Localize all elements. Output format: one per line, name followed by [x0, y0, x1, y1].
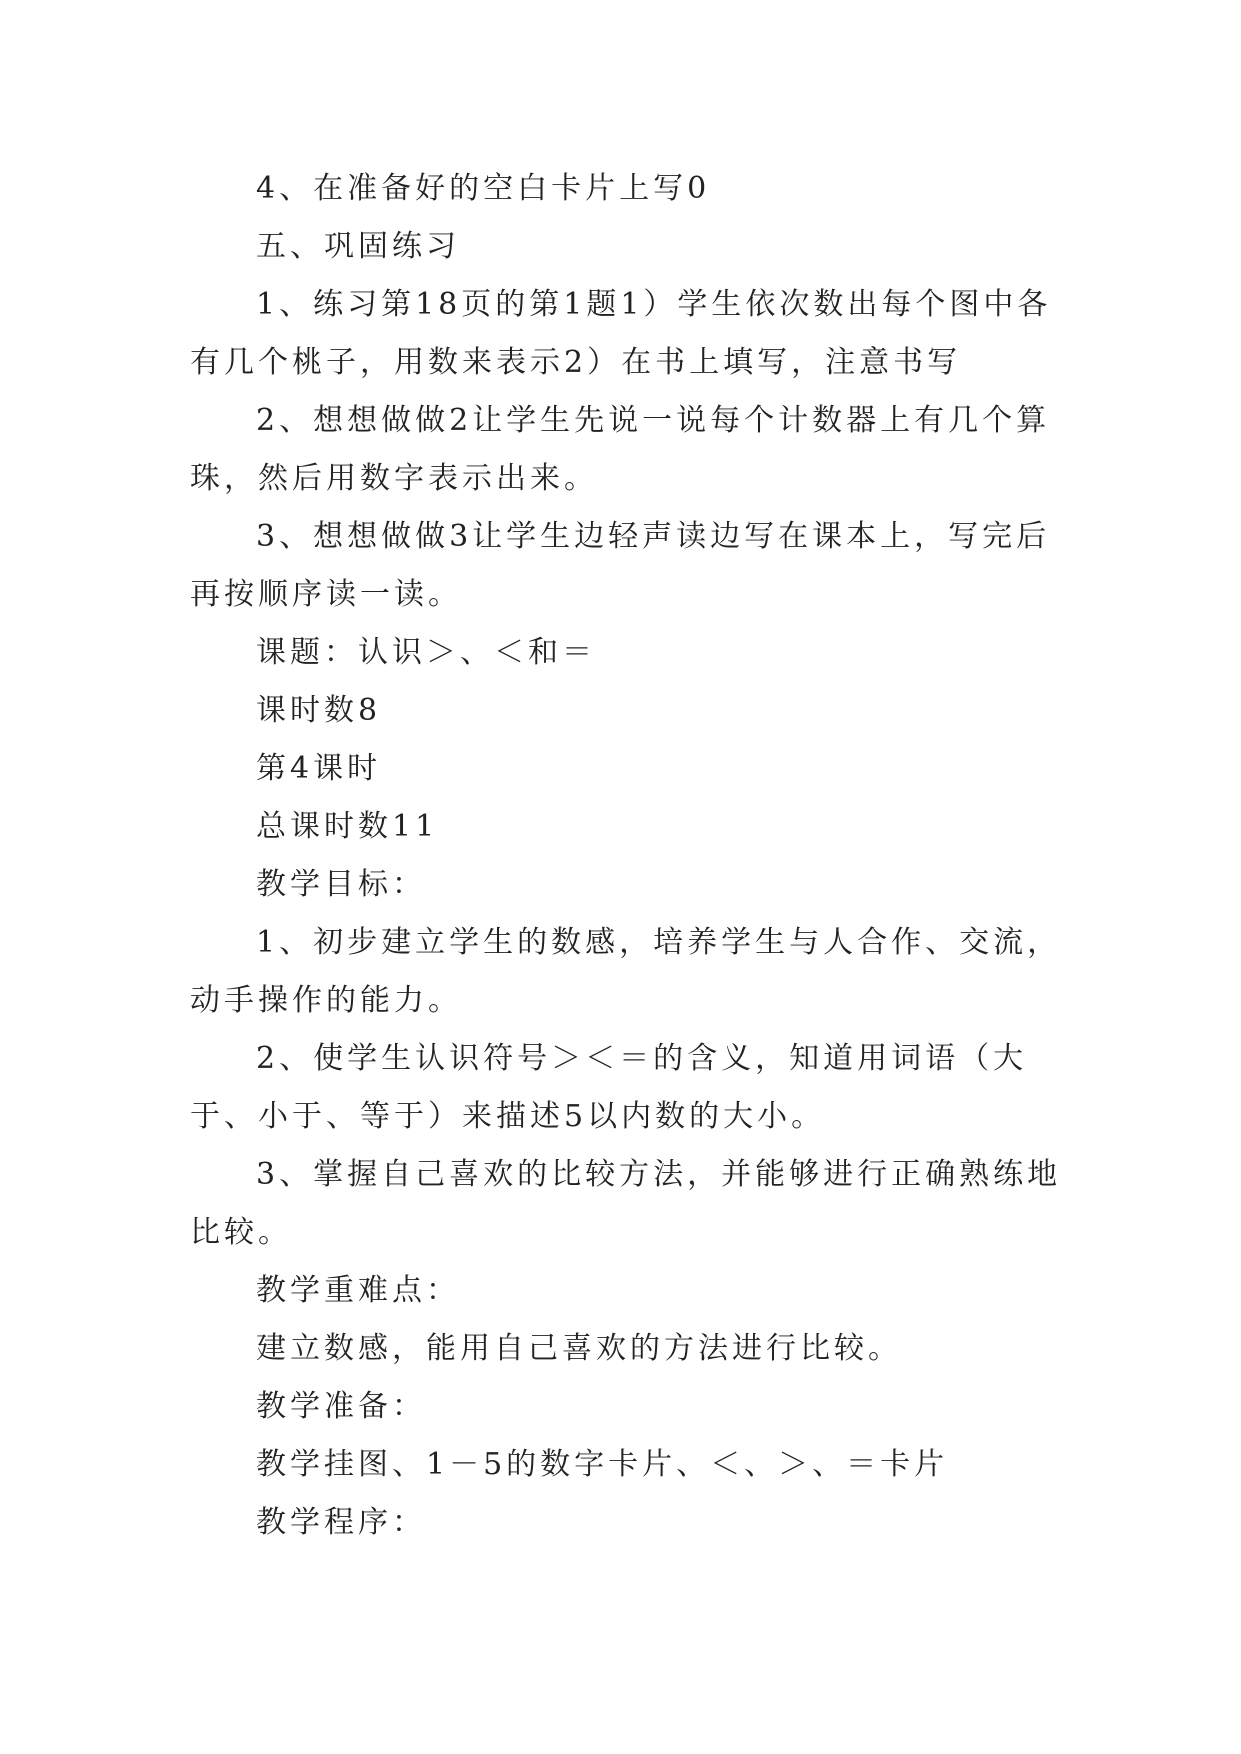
- paragraph: 4、在准备好的空白卡片上写0: [256, 171, 711, 206]
- section-heading: 教学目标：: [256, 867, 426, 902]
- paragraph: 2、想想做做2让学生先说一说每个计数器上有几个算珠，然后用数字表示出来。: [190, 403, 1051, 496]
- paragraph: 2、使学生认识符号＞＜＝的含义，知道用词语（大于、小于、等于）来描述5以内数的大小。: [190, 1041, 1028, 1134]
- paragraph: 建立数感，能用自己喜欢的方法进行比较。: [256, 1331, 902, 1366]
- lesson-period: 第4课时: [256, 751, 382, 786]
- paragraph: 1、练习第18页的第1题1）学生依次数出每个图中各有几个桃子，用数来表示2）在书上填写，注意书写: [190, 287, 1052, 380]
- paragraph: 3、想想做做3让学生边轻声读边写在课本上，写完后再按顺序读一读。: [190, 519, 1051, 612]
- paragraph: 1、初步建立学生的数感，培养学生与人合作、交流，动手操作的能力。: [190, 925, 1062, 1018]
- paragraph: 教学挂图、1－5的数字卡片、＜、＞、＝卡片: [256, 1447, 949, 1482]
- section-heading: 教学程序：: [256, 1505, 426, 1540]
- section-heading: 教学重难点：: [256, 1273, 460, 1308]
- lesson-title: 课题：认识＞、＜和＝: [256, 635, 596, 670]
- lesson-hours: 课时数8: [256, 693, 382, 728]
- total-hours: 总课时数11: [256, 809, 439, 844]
- section-heading: 五、巩固练习: [256, 229, 460, 264]
- section-heading: 教学准备：: [256, 1389, 426, 1424]
- document-body: [190, 160, 1070, 1552]
- paragraph: 3、掌握自己喜欢的比较方法，并能够进行正确熟练地比较。: [190, 1157, 1062, 1250]
